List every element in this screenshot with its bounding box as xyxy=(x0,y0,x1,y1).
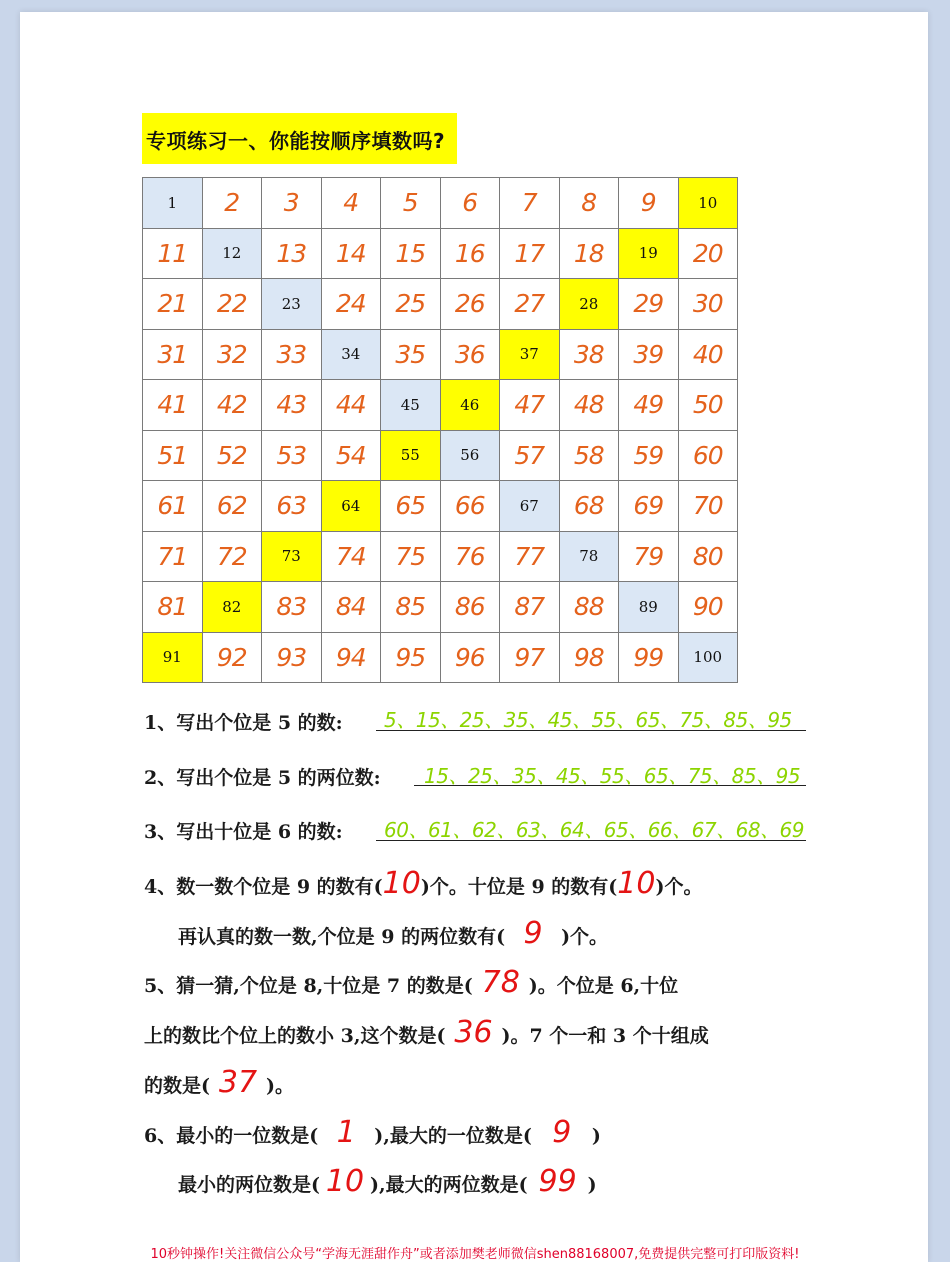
q4-text-d: 再认真的数一数,个位是 9 的两位数有( xyxy=(178,926,506,948)
q6-answer-2: 9 xyxy=(552,1115,572,1150)
question-6-line-1 xyxy=(144,1115,601,1150)
grid-cell-filled: 96 xyxy=(440,632,500,683)
question-1: 1、写出个位是 5 的数: xyxy=(144,712,343,734)
grid-cell-filled: 53 xyxy=(262,430,322,481)
q4-text-c: )个。 xyxy=(655,876,703,898)
q6-text-e: ),最大的两位数是( xyxy=(370,1174,528,1196)
q4-answer-1: 10 xyxy=(382,866,421,901)
grid-cell-filled: 14 xyxy=(321,228,381,279)
grid-cell-filled: 47 xyxy=(500,380,560,431)
grid-cell-filled: 39 xyxy=(619,329,679,380)
grid-row xyxy=(143,430,738,481)
grid-cell-filled: 43 xyxy=(262,380,322,431)
q5-answer-1: 78 xyxy=(481,965,520,1000)
grid-cell-filled: 54 xyxy=(321,430,381,481)
grid-cell-given: 100 xyxy=(678,632,738,683)
worksheet-title: 专项练习一、你能按顺序填数吗? xyxy=(142,113,457,164)
grid-cell-filled: 60 xyxy=(678,430,738,481)
question-5-line-3 xyxy=(144,1065,294,1100)
grid-cell-filled: 9 xyxy=(619,178,679,229)
grid-cell-given: 64 xyxy=(321,481,381,532)
grid-cell-filled: 11 xyxy=(143,228,203,279)
grid-row xyxy=(143,178,738,229)
grid-cell-filled: 29 xyxy=(619,279,679,330)
grid-cell-filled: 86 xyxy=(440,582,500,633)
grid-cell-filled: 97 xyxy=(500,632,560,683)
grid-cell-filled: 92 xyxy=(202,632,262,683)
grid-cell-filled: 95 xyxy=(381,632,441,683)
grid-cell-filled: 26 xyxy=(440,279,500,330)
grid-cell-given: 55 xyxy=(381,430,441,481)
grid-cell-filled: 24 xyxy=(321,279,381,330)
grid-row xyxy=(143,481,738,532)
q5-text-d: )。7 个一和 3 个十组成 xyxy=(501,1025,709,1047)
q6-text-a: 6、最小的一位数是( xyxy=(144,1125,319,1147)
grid-cell-filled: 20 xyxy=(678,228,738,279)
grid-cell-filled: 79 xyxy=(619,531,679,582)
grid-cell-given: 23 xyxy=(262,279,322,330)
grid-cell-filled: 80 xyxy=(678,531,738,582)
grid-row xyxy=(143,632,738,683)
grid-cell-given: 10 xyxy=(678,178,738,229)
grid-cell-filled: 13 xyxy=(262,228,322,279)
grid-cell-filled: 30 xyxy=(678,279,738,330)
answer-2: 15、25、35、45、55、65、75、85、95 xyxy=(424,764,801,788)
grid-cell-filled: 66 xyxy=(440,481,500,532)
grid-cell-filled: 87 xyxy=(500,582,560,633)
grid-cell-filled: 59 xyxy=(619,430,679,481)
grid-cell-filled: 35 xyxy=(381,329,441,380)
grid-cell-filled: 4 xyxy=(321,178,381,229)
grid-cell-filled: 27 xyxy=(500,279,560,330)
grid-cell-given: 28 xyxy=(559,279,619,330)
grid-cell-filled: 16 xyxy=(440,228,500,279)
grid-cell-filled: 52 xyxy=(202,430,262,481)
grid-row xyxy=(143,279,738,330)
q4-answer-3: 9 xyxy=(523,916,543,951)
grid-cell-filled: 65 xyxy=(381,481,441,532)
grid-cell-filled: 61 xyxy=(143,481,203,532)
grid-cell-filled: 81 xyxy=(143,582,203,633)
grid-cell-filled: 71 xyxy=(143,531,203,582)
grid-cell-filled: 57 xyxy=(500,430,560,481)
q4-text-e: )个。 xyxy=(561,926,609,948)
grid-cell-filled: 93 xyxy=(262,632,322,683)
grid-cell-filled: 21 xyxy=(143,279,203,330)
question-6-line-2 xyxy=(178,1164,597,1199)
q5-text-c: 上的数比个位上的数小 3,这个数是( xyxy=(144,1025,446,1047)
grid-cell-filled: 75 xyxy=(381,531,441,582)
footer-notice: 10秒钟操作!关注微信公众号“学海无涯甜作舟”或者添加樊老师微信shen88168007,免费提供完整可打印版资料! xyxy=(150,1247,800,1262)
q6-text-f: ) xyxy=(587,1174,597,1196)
grid-cell-given: 12 xyxy=(202,228,262,279)
grid-cell-filled: 7 xyxy=(500,178,560,229)
q6-text-c: ) xyxy=(591,1125,601,1147)
grid-cell-filled: 2 xyxy=(202,178,262,229)
grid-cell-filled: 49 xyxy=(619,380,679,431)
grid-cell-filled: 90 xyxy=(678,582,738,633)
grid-cell-filled: 8 xyxy=(559,178,619,229)
q6-text-b: ),最大的一位数是( xyxy=(374,1125,532,1147)
grid-cell-filled: 76 xyxy=(440,531,500,582)
grid-cell-given: 37 xyxy=(500,329,560,380)
q4-answer-2: 10 xyxy=(617,866,656,901)
grid-cell-filled: 44 xyxy=(321,380,381,431)
q5-text-b: )。个位是 6,十位 xyxy=(528,975,679,997)
grid-cell-given: 34 xyxy=(321,329,381,380)
grid-cell-filled: 6 xyxy=(440,178,500,229)
grid-cell-filled: 22 xyxy=(202,279,262,330)
hundred-chart xyxy=(142,177,738,683)
q5-text-f: )。 xyxy=(266,1075,294,1097)
grid-cell-given: 73 xyxy=(262,531,322,582)
grid-cell-filled: 72 xyxy=(202,531,262,582)
q5-text-e: 的数是( xyxy=(144,1075,210,1097)
grid-cell-filled: 85 xyxy=(381,582,441,633)
grid-cell-given: 89 xyxy=(619,582,679,633)
grid-cell-filled: 25 xyxy=(381,279,441,330)
grid-cell-filled: 51 xyxy=(143,430,203,481)
grid-cell-filled: 40 xyxy=(678,329,738,380)
grid-cell-filled: 83 xyxy=(262,582,322,633)
grid-cell-filled: 99 xyxy=(619,632,679,683)
grid-row xyxy=(143,531,738,582)
question-4-line-1 xyxy=(144,866,703,901)
grid-cell-given: 45 xyxy=(381,380,441,431)
grid-cell-filled: 77 xyxy=(500,531,560,582)
grid-cell-given: 46 xyxy=(440,380,500,431)
grid-row xyxy=(143,329,738,380)
q6-answer-3: 10 xyxy=(325,1164,365,1199)
grid-cell-filled: 88 xyxy=(559,582,619,633)
q5-answer-2: 36 xyxy=(454,1015,493,1050)
question-2: 2、写出个位是 5 的两位数: xyxy=(144,767,381,789)
grid-cell-filled: 58 xyxy=(559,430,619,481)
grid-cell-filled: 70 xyxy=(678,481,738,532)
grid-cell-filled: 18 xyxy=(559,228,619,279)
grid-cell-filled: 94 xyxy=(321,632,381,683)
grid-cell-filled: 68 xyxy=(559,481,619,532)
grid-cell-filled: 36 xyxy=(440,329,500,380)
q6-answer-1: 1 xyxy=(336,1115,356,1150)
grid-cell-filled: 41 xyxy=(143,380,203,431)
grid-cell-filled: 3 xyxy=(262,178,322,229)
answer-3: 60、61、62、63、64、65、66、67、68、69 xyxy=(384,818,804,842)
question-5-line-2 xyxy=(144,1015,709,1050)
grid-row xyxy=(143,380,738,431)
question-3: 3、写出十位是 6 的数: xyxy=(144,821,343,843)
q5-answer-3: 37 xyxy=(218,1065,258,1100)
grid-cell-given: 1 xyxy=(143,178,203,229)
grid-cell-filled: 5 xyxy=(381,178,441,229)
grid-cell-given: 78 xyxy=(559,531,619,582)
grid-cell-filled: 15 xyxy=(381,228,441,279)
grid-cell-filled: 33 xyxy=(262,329,322,380)
grid-cell-filled: 38 xyxy=(559,329,619,380)
grid-cell-filled: 48 xyxy=(559,380,619,431)
grid-cell-filled: 69 xyxy=(619,481,679,532)
grid-cell-filled: 31 xyxy=(143,329,203,380)
grid-cell-given: 19 xyxy=(619,228,679,279)
grid-cell-filled: 17 xyxy=(500,228,560,279)
q6-answer-4: 99 xyxy=(538,1164,577,1199)
grid-cell-filled: 50 xyxy=(678,380,738,431)
grid-cell-filled: 42 xyxy=(202,380,262,431)
question-4-line-2 xyxy=(178,916,609,951)
grid-cell-filled: 62 xyxy=(202,481,262,532)
grid-cell-given: 91 xyxy=(143,632,203,683)
grid-cell-filled: 98 xyxy=(559,632,619,683)
q4-text-a: 4、数一数个位是 9 的数有( xyxy=(144,876,383,898)
grid-cell-given: 56 xyxy=(440,430,500,481)
q5-text-a: 5、猜一猜,个位是 8,十位是 7 的数是( xyxy=(144,975,473,997)
q4-text-b: )个。十位是 9 的数有( xyxy=(420,876,618,898)
grid-cell-given: 67 xyxy=(500,481,560,532)
grid-cell-filled: 84 xyxy=(321,582,381,633)
q6-text-d: 最小的两位数是( xyxy=(178,1174,320,1196)
question-5-line-1 xyxy=(144,965,679,1000)
grid-cell-given: 82 xyxy=(202,582,262,633)
grid-cell-filled: 32 xyxy=(202,329,262,380)
grid-row xyxy=(143,228,738,279)
grid-row xyxy=(143,582,738,633)
grid-cell-filled: 74 xyxy=(321,531,381,582)
answer-1: 5、15、25、35、45、55、65、75、85、95 xyxy=(384,708,792,732)
grid-cell-filled: 63 xyxy=(262,481,322,532)
